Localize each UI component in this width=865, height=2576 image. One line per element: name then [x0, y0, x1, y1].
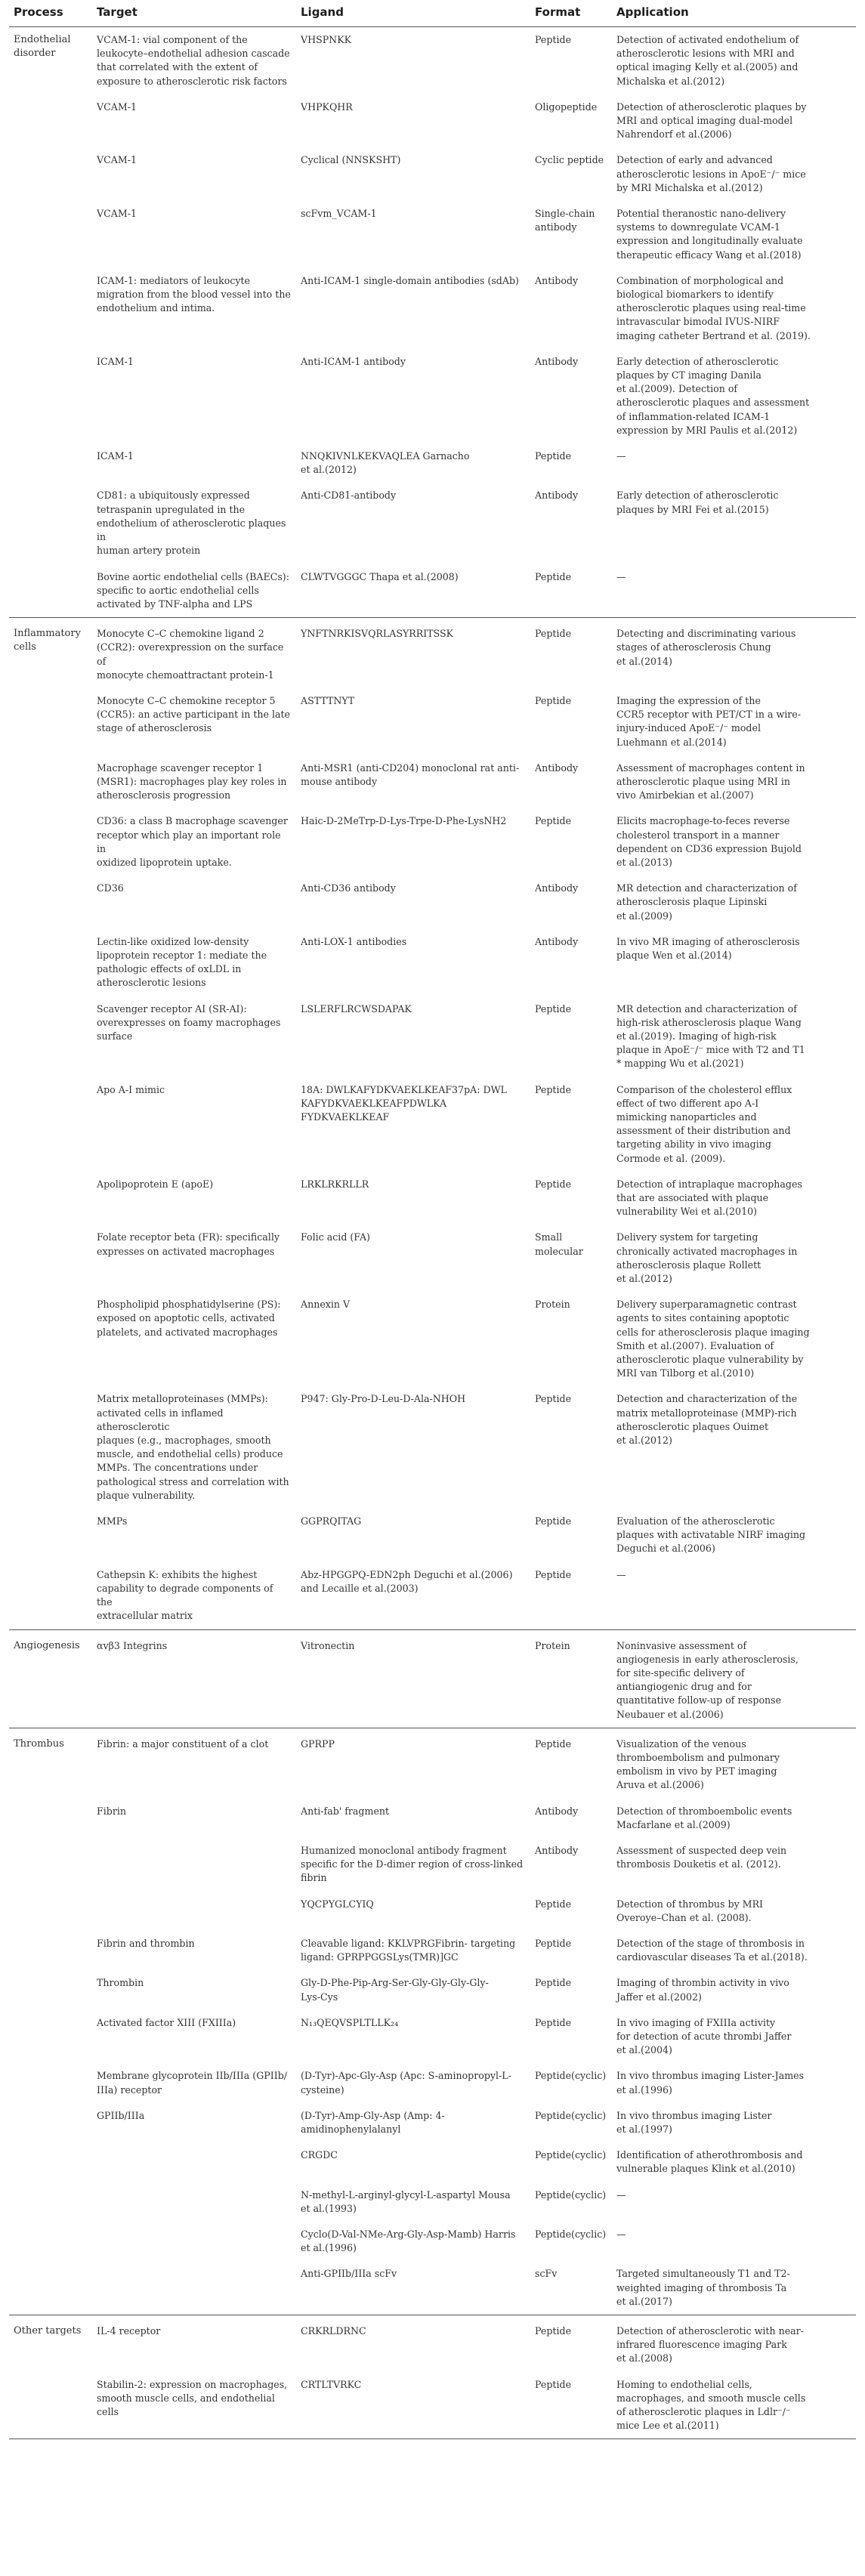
ligand-cell: Humanized monoclonal antibody fragment specific for the D-dimer region of cross-linked fibrin — [301, 1844, 524, 1884]
ligand-cell: N-methyl-L-arginyl-glycyl-L-aspartyl Mousa et al.(1993) — [301, 2188, 511, 2214]
process-cell — [9, 2063, 92, 2102]
table-row — [9, 1292, 856, 1386]
target-cell: ICAM-1: mediators of leukocyte migration from the blood vessel into the endothelium and intima. — [97, 274, 291, 314]
ligand-cell: N₁₃QEQVSPLTLLK₂₄ — [301, 2016, 399, 2028]
format-cell: Antibody — [535, 761, 579, 774]
header-application: Application — [612, 3, 856, 27]
table-row — [9, 2063, 856, 2102]
application-cell: Delivery system for targeting chronically activated macrophages in atherosclerosis plaque Rollett et al.(2012) — [616, 1231, 798, 1285]
ligand-cell: Anti-ICAM-1 antibody — [301, 355, 406, 367]
process-cell — [9, 2372, 92, 2439]
table-row — [9, 349, 856, 443]
table-row — [9, 147, 856, 201]
table-header — [9, 3, 856, 27]
process-cell — [9, 1386, 92, 1509]
process-cell — [9, 443, 92, 483]
application-cell: — — [616, 2188, 626, 2201]
table-row — [9, 27, 856, 94]
process-cell — [9, 808, 92, 876]
ligand-cell: ASTTTNYT — [301, 694, 355, 706]
ligand-cell: Gly-D-Phe-Pip-Arg-Ser-Gly-Gly-Gly-Gly- Lys-Cys — [301, 1977, 489, 2003]
format-cell: Oligopeptide — [535, 100, 598, 113]
target-cell: Fibrin and thrombin — [97, 1937, 195, 1949]
ligand-cell: YQCPYGLCYIQ — [301, 1898, 374, 1910]
table-row — [9, 2315, 856, 2372]
format-cell: Peptide(cyclic) — [535, 2188, 607, 2201]
format-cell: Peptide — [535, 1002, 572, 1015]
ligand-cell: (D-Tyr)-Amp-Gly-Asp (Amp: 4- amidinophenylalanyl — [301, 2109, 445, 2135]
application-cell: Detecting and discriminating various stages of atherosclerosis Chung et al.(2014) — [612, 618, 856, 688]
table-row — [9, 2103, 856, 2142]
application-cell: Assessment of suspected deep vein thrombosis Douketis et al. (2012). — [616, 1844, 787, 1870]
process-cell — [9, 94, 92, 148]
table-row — [9, 688, 856, 755]
application-cell: Detection and characterization of the matrix metalloproteinase (MMP)-rich atherosclerotic plaques Ouimet et al.(2012) — [616, 1393, 798, 1447]
application-cell: In vivo thrombus imaging Lister-James et al.(1996) — [616, 2070, 805, 2096]
table-row — [9, 996, 856, 1077]
table-row — [9, 1838, 856, 1892]
application-cell: — — [616, 1568, 626, 1580]
ligand-cell: CLWTVGGGC Thapa et al.(2008) — [301, 570, 459, 582]
ligand-cell: Vitronectin — [296, 1629, 530, 1728]
application-cell: MR detection and characterization of high-risk atherosclerosis plaque Wang et al.(2019). Imaging of high-risk plaque in ApoE⁻/⁻ mice with T2 and T1 * mapping Wu et al.(2021) — [616, 1002, 805, 1070]
application-cell: Detection of intraplaque macrophages that are associated with plaque vulnerability Wei et al.(2010) — [616, 1178, 802, 1218]
application-cell: MR detection and characterization of atherosclerosis plaque Lipinski et al.(2009) — [616, 882, 797, 922]
format-cell: Single-chain antibody — [535, 208, 595, 233]
application-cell: Assessment of macrophages content in atherosclerotic plaque using MRI in vivo Amirbekian et al.(2007) — [616, 761, 805, 802]
application-cell: Detection of early and advanced atherosclerotic lesions in ApoE⁻/⁻ mice by MRI Michalska et al.(2012) — [616, 154, 806, 193]
format-cell: Peptide — [535, 1515, 572, 1527]
format-cell: Antibody — [535, 274, 579, 286]
target-cell: Scavenger receptor AI (SR-AI): overexpresses on foamy macrophages surface — [97, 1002, 281, 1042]
target-cell: CD36: a class B macrophage scavenger receptor which play an important role in oxidized lipoprotein uptake. — [97, 815, 288, 868]
target-cell: VCAM-1: vial component of the leukocyte–endothelial adhesion cascade that correlated with the extent of exposure to atherosclerotic risk factors — [97, 34, 290, 87]
target-cell: IL-4 receptor — [92, 2315, 296, 2372]
process-cell — [9, 1799, 92, 1838]
process-cell — [9, 688, 92, 755]
target-cell: Lectin-like oxidized low-density lipoprotein receptor 1: mediate the pathologic effects of oxLDL in atherosclerotic lesions — [97, 935, 267, 989]
table-row — [9, 94, 856, 148]
ligand-cell: Cyclical (NNSKSHT) — [301, 154, 401, 166]
target-cell: Fibrin — [97, 1805, 126, 1817]
table-row — [9, 808, 856, 876]
format-cell: Antibody — [535, 1805, 579, 1817]
target-cell — [92, 1838, 296, 1892]
ligand-cell: (D-Tyr)-Apc-Gly-Asp (Apc: S-aminopropyl-L- cysteine) — [301, 2070, 511, 2096]
application-cell: In vivo thrombus imaging Lister et al.(1997) — [616, 2109, 772, 2135]
process-cell — [9, 2142, 92, 2182]
table-row — [9, 1892, 856, 1931]
application-cell: Targeted simultaneously T1 and T2- weighted imaging of thrombosis Ta et al.(2017) — [616, 2268, 790, 2307]
format-cell: Peptide(cyclic) — [535, 2149, 607, 2161]
ligand-cell: LSLERFLRCWSDAPAK — [301, 1002, 412, 1015]
application-cell: Detection of atherosclerotic with near- infrared fluorescence imaging Park et al.(2008) — [612, 2315, 856, 2372]
target-cell — [92, 2261, 296, 2315]
table-row — [9, 483, 856, 564]
target-cell: Matrix metalloproteinases (MMPs): activated cells in inflamed atherosclerotic plaques (e.g., macrophages, smooth muscle, and endothelial cells) produce MMPs. The concentrations under pathological stress and correlation with plaque vulnerability. — [97, 1393, 289, 1501]
process-cell — [9, 201, 92, 268]
target-cell: Apolipoprotein E (apoE) — [97, 1178, 214, 1190]
table-row — [9, 1386, 856, 1509]
ligand-cell: Annexin V — [301, 1299, 351, 1311]
process-cell — [9, 1970, 92, 2009]
table-row — [9, 201, 856, 268]
application-cell: — — [616, 2229, 626, 2240]
format-cell: Peptide — [535, 815, 572, 827]
application-cell: Early detection of atherosclerotic plaques by CT imaging Danila et al.(2009). Detection of atherosclerotic plaques and assessment of inflammation-related ICAM-1 expression by MRI Paulis et al.(2012) — [616, 355, 810, 436]
application-cell: Early detection of atherosclerotic plaques by MRI Fei et al.(2015) — [616, 490, 779, 515]
format-cell: scFv — [535, 2268, 558, 2280]
ligand-cell: GGPRQITAG — [301, 1515, 362, 1527]
process-cell — [9, 2103, 92, 2142]
ligand-cell: Anti-MSR1 (anti-CD204) monoclonal rat anti- mouse antibody — [301, 761, 520, 787]
process-cell — [9, 1225, 92, 1292]
format-cell: Protein — [530, 1629, 612, 1728]
application-cell: — — [616, 570, 626, 582]
process-cell — [9, 2182, 92, 2222]
target-cell: Macrophage scavenger receptor 1 (MSR1): macrophages play key roles in atherosclerosis progression — [97, 761, 287, 802]
ligand-cell: Folic acid (FA) — [301, 1231, 370, 1243]
ligand-cell: Anti-fab' fragment — [301, 1805, 390, 1817]
application-cell: — — [616, 450, 626, 462]
application-cell: Combination of morphological and biological biomarkers to identify atherosclerotic plaques using real-time intravascular bimodal IVUS-NIRF imaging catheter Bertrand et al. (2019). — [616, 274, 811, 341]
ligand-cell: YNFTNRKISVQRLASYRRITSSK — [296, 618, 530, 688]
table-container — [9, 0, 856, 2439]
ligand-cell: CRKRLDRNC — [296, 2315, 530, 2372]
process-cell: Angiogenesis — [9, 1629, 92, 1728]
process-cell — [9, 147, 92, 201]
application-cell: Noninvasive assessment of angiogenesis in early atherosclerosis, for site-specific delivery of antiangiogenic drug and for quantitative follow-up of response Neubauer et al.(2006) — [612, 1629, 856, 1728]
target-cell: Fibrin: a major constituent of a clot — [92, 1728, 296, 1798]
process-cell — [9, 268, 92, 349]
target-cell: Phospholipid phosphatidylserine (PS): exposed on apoptotic cells, activated platelets, and activated macrophages — [97, 1299, 281, 1338]
target-cell: CD81: a ubiquitously expressed tetraspanin upregulated in the endothelium of atherosclerotic plaques in human artery protein — [97, 490, 286, 557]
process-cell — [9, 1892, 92, 1931]
table-row — [9, 618, 856, 688]
target-cell: Thrombin — [97, 1977, 144, 1989]
application-cell: Comparison of the cholesterol efflux effect of two different apo A-I mimicking nanoparticles and assessment of their distribution and targeting ability in vivo imaging Cormode et al. (2009). — [616, 1083, 792, 1164]
table-row — [9, 1931, 856, 1970]
process-cell: Other targets — [9, 2315, 92, 2372]
process-cell — [9, 929, 92, 996]
process-cell — [9, 2261, 92, 2315]
process-cell — [9, 996, 92, 1077]
process-cell — [9, 1931, 92, 1970]
table-row — [9, 1799, 856, 1838]
process-cell — [9, 349, 92, 443]
ligand-cell: NNQKIVNLKEKVAQLEA Garnacho et al.(2012) — [301, 450, 470, 476]
format-cell: Protein — [535, 1299, 570, 1311]
process-cell — [9, 876, 92, 929]
table-row — [9, 2010, 856, 2064]
target-cell — [92, 2142, 296, 2182]
format-cell: Peptide — [535, 1083, 572, 1095]
process-cell — [9, 2010, 92, 2064]
process-cell — [9, 755, 92, 809]
process-cell — [9, 483, 92, 564]
table-row — [9, 1509, 856, 1562]
target-cell: Bovine aortic endothelial cells (BAECs): specific to aortic endothelial cells activated by TNF-alpha and LPS — [97, 570, 289, 610]
format-cell: Peptide — [530, 2315, 612, 2372]
format-cell: Peptide — [535, 1977, 572, 1989]
ligand-cell: Cyclo(D-Val-NMe-Arg-Gly-Asp-Mamb) Harris et al.(1996) — [301, 2229, 516, 2254]
process-cell — [9, 1838, 92, 1892]
format-cell: Antibody — [535, 1844, 579, 1856]
format-cell: Antibody — [535, 882, 579, 894]
table-row — [9, 1225, 856, 1292]
ligand-cell: LRKLRKRLLR — [301, 1178, 369, 1190]
target-cell: αvβ3 Integrins — [92, 1629, 296, 1728]
header-row — [9, 3, 856, 27]
target-cell: GPIIb/IIIa — [97, 2109, 145, 2121]
table-row — [9, 1629, 856, 1728]
ligand-cell: scFvm_VCAM-1 — [301, 208, 377, 220]
format-cell: Peptide — [535, 1393, 572, 1405]
format-cell: Small molecular — [535, 1231, 583, 1257]
process-cell — [9, 1292, 92, 1386]
process-cell — [9, 1562, 92, 1629]
table-row — [9, 929, 856, 996]
target-cell — [92, 2222, 296, 2261]
target-cell: CD36 — [97, 882, 124, 894]
ligand-cell: VHPKQHR — [301, 100, 353, 113]
ligand-cell: CRGDC — [301, 2149, 338, 2161]
target-cell — [92, 1892, 296, 1931]
table-row — [9, 268, 856, 349]
application-cell: Evaluation of the atherosclerotic plaques with activatable NIRF imaging Deguchi et al.(2006) — [616, 1515, 806, 1555]
format-cell: Peptide — [535, 694, 572, 706]
header-format: Format — [530, 3, 612, 27]
table-row — [9, 2142, 856, 2182]
format-cell: Peptide — [530, 618, 612, 688]
process-cell — [9, 1077, 92, 1172]
table-row — [9, 2372, 856, 2439]
format-cell: Antibody — [535, 935, 579, 947]
target-cell: MMPs — [97, 1515, 128, 1527]
target-cell: VCAM-1 — [97, 154, 137, 166]
table-row — [9, 755, 856, 809]
target-cell: Monocyte C–C chemokine receptor 5 (CCR5): an active participant in the late stage of atherosclerosis — [97, 694, 291, 734]
format-cell: Peptide — [535, 1898, 572, 1910]
header-target: Target — [92, 3, 296, 27]
format-cell: Peptide — [530, 1728, 612, 1798]
table-row — [9, 2182, 856, 2222]
header-process: Process — [9, 3, 92, 27]
target-cell: Stabilin-2: expression on macrophages, smooth muscle cells, and endothelial cells — [92, 2372, 296, 2439]
ligand-cell: Anti-CD36 antibody — [301, 882, 396, 894]
table-row — [9, 1077, 856, 1172]
application-cell: In vivo imaging of FXIIIa activity for detection of acute thrombi Jaffer et al.(2004) — [616, 2016, 792, 2056]
process-cell — [9, 1172, 92, 1225]
format-cell: Antibody — [535, 490, 579, 502]
format-cell: Peptide — [535, 34, 572, 45]
format-cell: Peptide — [535, 1937, 572, 1949]
table-row — [9, 1562, 856, 1629]
table-body — [9, 27, 856, 2439]
ligand-cell: Anti-GPIIb/IIIa scFv — [301, 2268, 397, 2280]
target-cell: Activated factor XIII (FXIIIa) — [97, 2016, 236, 2028]
application-cell: Imaging the expression of the CCR5 receptor with PET/CT in a wire- injury-induced ApoE⁻/⁻ model Luehmann et al.(2014) — [616, 694, 801, 748]
application-cell: Detection of atherosclerotic plaques by MRI and optical imaging dual-model Nahrendorf et al.(2006) — [616, 100, 807, 141]
table-row — [9, 564, 856, 618]
application-cell: In vivo MR imaging of atherosclerosis plaque Wen et al.(2014) — [616, 935, 800, 961]
target-cell: Membrane glycoprotein IIb/IIIa (GPIIb/ IIIa) receptor — [97, 2070, 287, 2096]
header-ligand: Ligand — [296, 3, 530, 27]
application-cell: Detection of thrombus by MRI Overoye–Chan et al. (2008). — [616, 1898, 764, 1923]
process-cell: Inflammatory cells — [9, 618, 92, 688]
ligand-cell: 18A: DWLKAFYDKVAEKLKEAF37pA: DWL KAFYDKVAEKLKEAFPDWLKA FYDKVAEKLKEAF — [301, 1083, 507, 1123]
table-row — [9, 1172, 856, 1225]
table-row — [9, 443, 856, 483]
format-cell: Antibody — [535, 355, 579, 367]
application-cell: Delivery superparamagnetic contrast agents to sites containing apoptotic cells for atherosclerosis plaque imaging Smith et al.(2007). Evaluation of atherosclerotic plaque vulnerability by MRI van Tilborg et al.(2010) — [616, 1299, 810, 1379]
application-cell: Detection of thromboembolic events Macfarlane et al.(2009) — [616, 1805, 792, 1830]
process-cell — [9, 564, 92, 618]
ligand-cell: Haic-D-2MeTrp-D-Lys-Trpe-D-Phe-LysNH2 — [301, 815, 507, 827]
process-cell: Thrombus — [9, 1728, 92, 1798]
format-cell: Peptide — [530, 2372, 612, 2439]
application-cell: Elicits macrophage-to-feces reverse cholesterol transport in a manner dependent on CD36 expression Bujold et al.(2013) — [616, 815, 802, 868]
application-cell: Identification of atherothrombosis and vulnerable plaques Klink et al.(2010) — [616, 2149, 803, 2175]
application-cell: Imaging of thrombin activity in vivo Jaffer et al.(2002) — [616, 1977, 789, 2003]
application-cell: Homing to endothelial cells, macrophages, and smooth muscle cells of atherosclerotic plaques in Ldlr⁻/⁻ mice Lee et al.(2011) — [612, 2372, 856, 2439]
table-row — [9, 2261, 856, 2315]
format-cell: Peptide — [535, 2016, 572, 2028]
format-cell: Peptide(cyclic) — [535, 2070, 607, 2082]
process-cell — [9, 2222, 92, 2261]
format-cell: Peptide — [535, 1568, 572, 1580]
format-cell: Peptide(cyclic) — [535, 2229, 607, 2240]
target-cell — [92, 2182, 296, 2222]
table-row — [9, 1728, 856, 1798]
ligand-cell: CRTLTVRKC — [296, 2372, 530, 2439]
ligand-cell: GPRPP — [296, 1728, 530, 1798]
target-cell: VCAM-1 — [97, 100, 137, 113]
application-cell: Detection of activated endothelium of atherosclerotic lesions with MRI and optical imaging Kelly et al.(2005) and Michalska et al.(2012) — [616, 34, 799, 87]
table-row — [9, 2222, 856, 2261]
target-cell: ICAM-1 — [97, 355, 134, 367]
format-cell: Peptide(cyclic) — [535, 2109, 607, 2121]
format-cell: Peptide — [535, 570, 572, 582]
application-cell: Potential theranostic nano-delivery systems to downregulate VCAM-1 expression and longitudinally evaluate therapeutic efficacy Wang et al.(2018) — [616, 208, 803, 261]
process-cell: Endothelial disorder — [14, 34, 71, 60]
ligand-cell: Cleavable ligand: KKLVPRGFibrin- targeting ligand: GPRPPGGSLys(TMR)]GC — [301, 1937, 516, 1963]
target-cell: Apo A-I mimic — [97, 1083, 165, 1095]
target-cell: Folate receptor beta (FR): specifically expresses on activated macrophages — [97, 1231, 280, 1257]
ligand-cell: Anti-LOX-1 antibodies — [301, 935, 407, 947]
ligand-target-table — [9, 3, 856, 2439]
table-row — [9, 876, 856, 929]
target-cell: VCAM-1 — [97, 208, 137, 220]
application-cell: Visualization of the venous thromboembolism and pulmonary embolism in vivo by PET imaging Aruva et al.(2006) — [612, 1728, 856, 1798]
ligand-cell: P947: Gly-Pro-D-Leu-D-Ala-NHOH — [301, 1393, 466, 1405]
ligand-cell: VHSPNKK — [301, 34, 352, 45]
format-cell: Cyclic peptide — [535, 154, 604, 166]
ligand-cell: Abz-HPGGPQ-EDN2ph Deguchi et al.(2006) and Lecaille et al.(2003) — [301, 1568, 513, 1594]
target-cell: Monocyte C–C chemokine ligand 2 (CCR2): overexpression on the surface of monocyte chemoattractant protein-1 — [92, 618, 296, 688]
application-cell: Detection of the stage of thrombosis in cardiovascular diseases Ta et al.(2018). — [616, 1937, 808, 1963]
ligand-cell: Anti-CD81-antibody — [301, 490, 397, 502]
format-cell: Peptide — [535, 1178, 572, 1190]
format-cell: Peptide — [535, 450, 572, 462]
ligand-cell: Anti-ICAM-1 single-domain antibodies (sdAb) — [301, 274, 519, 286]
target-cell: Cathepsin K: exhibits the highest capability to degrade components of the extracellular matrix — [97, 1568, 273, 1622]
target-cell: ICAM-1 — [97, 450, 134, 462]
process-cell — [9, 1509, 92, 1562]
table-row — [9, 1970, 856, 2009]
